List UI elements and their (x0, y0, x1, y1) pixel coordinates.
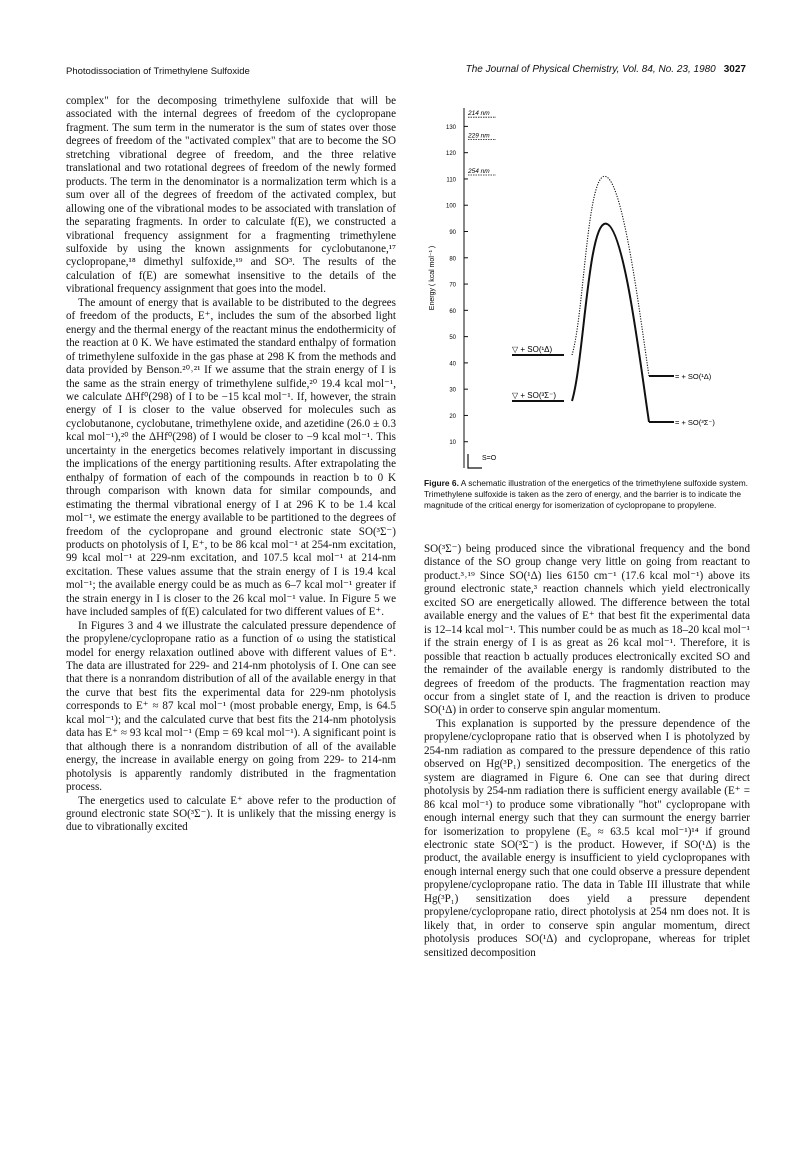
y-tick-label: 100 (445, 203, 456, 210)
paragraph: complex" for the decomposing trimethylene sulfoxide that will be associated with the internal degrees of freedom of the cyclopropane fragment. The sum term in the numerator is the sum of states over those degrees of freedom of the "activated complex" that are to become the SO stretching vibrational degree of freedom, and the three relative translational and two rotational degrees of freedom of the newly formed products. The term in the denominator is a normalization term which is a sum over all of the degrees of freedom of the activated complex, but allowing one of the vibrational modes to be associated with translation of the separating fragments. In order to calculate f(E), we constructed a vibrational frequency assignment for a fragmenting trimethylene sulfoxide by using the known assignments for cyclobutanone,¹⁷ cyclopropane,¹⁸ dimethyl sulfoxide,¹⁹ and SO³. The results of the calculation of f(E) are somewhat insensitive to the details of the vibrational frequency assignment that goes into the model. (66, 95, 396, 296)
product-level-label: ▽ + SO(³Σ⁻) (512, 390, 556, 400)
y-tick-label: 120 (445, 151, 456, 158)
running-header-title: Photodissociation of Trimethylene Sulfoxide (66, 66, 250, 77)
energy-diagram-figure (424, 88, 750, 473)
wavelength-level-label: 229 nm (468, 132, 490, 140)
wavelength-level-label: 214 nm (468, 110, 490, 118)
wavelength-level-label: 254 nm (468, 168, 490, 176)
caption-label: Figure 6. (424, 478, 459, 488)
reactant-ring-icon (468, 454, 482, 468)
y-tick-label: 60 (449, 308, 456, 315)
diagram-marks (467, 110, 715, 468)
right-column (424, 543, 750, 960)
paragraph: In Figures 3 and 4 we illustrate the calculated pressure dependence of the propylene/cyclopropane ratio as a function of ω using the statistical model for energy relaxation outlined above with different values of E⁺. The data are illustrated for 229- and 214-nm photolysis of I. One can see that there is a nonrandom distribution of all of the available energy in that the curve that best fits the experimental data for 229-nm photolysis corresponds to E⁺ ≈ 87 kcal mol⁻¹ (most probable energy, Emp, is 64.5 kcal mol⁻¹); and the calculated curve that best fits the 214-nm photolysis data has E⁺ ≈ 93 kcal mol⁻¹ (Emp = 69 kcal mol⁻¹). A significant point is that although there is a nonrandom distribution of all of the available energy, the increase in available energy on going from 229- to 214-nm photolysis is apparently randomly distributed in the fragmentation process. (66, 619, 396, 794)
reactant-label: S=O (482, 455, 497, 462)
y-tick-label: 30 (449, 387, 456, 394)
y-tick-label: 130 (445, 124, 456, 131)
paragraph: SO(³Σ⁻) being produced since the vibrational frequency and the bond distance of the SO group change very little on going from reactant to product.³˒¹⁹ Since SO(¹Δ) lies 6150 cm⁻¹ (17.6 kcal mol⁻¹) above its ground electronic state,³ reaction channels which yield electronically excited SO are energetically allowed. The difference between the total available energy and the values of E⁺ that best fit the experimental data is 12–14 kcal mol⁻¹. This number could be as much as 18–20 kcal mol⁻¹ if the strain energy of I is as great as 26 kcal mol⁻¹. Therefore, it is possible that reaction b actually produces electronically excited SO and the remainder of the available energy is randomly distributed to the degrees of freedom of the products. The fragmentation reaction may occur from a singlet state of I, and the reaction is driven to produce SO(¹Δ) in order to conserve spin angular momentum. (424, 543, 750, 717)
product-level-label: ▽ + SO(¹Δ) (512, 345, 553, 355)
page-number: 3027 (723, 64, 746, 75)
paragraph: This explanation is supported by the pressure dependence of the propylene/cyclopropane ratio that is observed when I is photolyzed by 254-nm radiation as compared to the pressure dependence of this ratio observed on Hg(³P₁) sensitized decomposition. The energetics of the system are diagramed in Figure 6. One can see that during direct photolysis by 254-nm radiation there is sufficient energy available (E⁺ = 86 kcal mol⁻¹) to produce some vibrationally "hot" cyclopropane with enough internal energy such that they can surmount the energy barrier for isomerization to propylene (E₀ ≈ 63.5 kcal mol⁻¹)¹⁴ if ground electronic state SO(³Σ⁻) is the product. However, if SO(¹Δ) is the product, the available energy is insufficient to yield cyclopropanes with enough internal energy such that one could observe a pressure dependent propylene/cyclopropane ratio. The data in Table III illustrate that while Hg(³P₁) sensitization does yield a pressure dependent propylene/cyclopropane ratio, direct photolysis at 254 nm does not. It is likely that, in order to conserve spin angular momentum, direct photolysis produces SO(¹Δ) and cyclopropane, whereas for triplet sensitized decomposition (424, 717, 750, 959)
running-header-journal (466, 64, 746, 75)
propylene-level-label: = + SO(³Σ⁻) (675, 418, 715, 428)
y-tick-label: 90 (449, 230, 456, 237)
y-tick-label: 70 (449, 282, 456, 289)
journal-citation: The Journal of Physical Chemistry, Vol. 84, No. 23, 1980 (465, 64, 716, 75)
y-axis-label: Energy ( kcal mol⁻¹ ) (429, 245, 436, 311)
y-axis (446, 108, 468, 468)
y-tick-label: 20 (449, 413, 456, 420)
left-column (66, 95, 396, 835)
propylene-level-label: = + SO(¹Δ) (675, 372, 712, 382)
y-tick-label: 80 (449, 256, 456, 263)
y-tick-label: 110 (446, 177, 456, 184)
barrier-curve-singlet (572, 224, 649, 422)
y-tick-label: 40 (449, 361, 456, 368)
figure-caption (424, 478, 750, 511)
y-tick-label: 10 (449, 440, 456, 447)
caption-text: A schematic illustration of the energetics of the trimethylene sulfoxide system. Trimethylene sulfoxide is taken as the zero of energy, and the barrier is to indicate the magnitude of the critical energy for isomerization of cyclopropane to propylene. (424, 478, 748, 510)
paragraph: The energetics used to calculate E⁺ above refer to the production of ground electronic state SO(³Σ⁻). It is unlikely that the missing energy is due to vibrationally excited (66, 794, 396, 834)
y-tick-label: 50 (449, 335, 456, 342)
paragraph: The amount of energy that is available to be distributed to the degrees of freedom of the products, E⁺, includes the sum of the absorbed light energy and the thermal energy of the reactant minus the endothermicity of the reaction at 0 K. We have estimated the standard enthalpy of formation of trimethylene sulfoxide in the gas phase at 298 K from the methods and data provided by Benson.²⁰˒²¹ If we assume that the strain energy of I is the same as the strain energy of trimethylene sulfide,²⁰ 19.4 kcal mol⁻¹, we calculate ΔHf⁰(298) of I to be −15 kcal mol⁻¹. If, however, the strain energy of I is closer to the value observed for molecules such as cyclobutanone, cyclobutane, trimethylene oxide, and azetidine (26.0 ± 0.3 kcal mol⁻¹),²⁰ the ΔHf⁰(298) of I would be closer to −9 kcal mol⁻¹. This uncertainty in the energetics becomes relatively important in discussing the implications of the energy partitioning results. After extrapolating the enthalpy of formation of each of the compounds in reaction b to 0 K through comparison with known data for similar compounds, and estimating the thermal vibrational energy of I at 296 K to be 1.4 kcal mol⁻¹, we estimate the energy available to be partitioned to the degrees of freedom of the cyclopropane and ground electronic state SO(³Σ⁻) products on photolysis of I, E⁺, to be 86 kcal mol⁻¹ at 254-nm excitation, 99 kcal mol⁻¹ at 229-nm excitation, and 107.5 kcal mol⁻¹ at 214-nm excitation. These values assume that the strain energy of I is 19.4 kcal mol⁻¹; the available energy could be as much as 6–7 kcal mol⁻¹ greater if the strain energy in I is closer to the 26 kcal mol⁻¹ value. In Figure 5 we have included samples of f(E) calculated for two different values of E⁺. (66, 296, 396, 619)
